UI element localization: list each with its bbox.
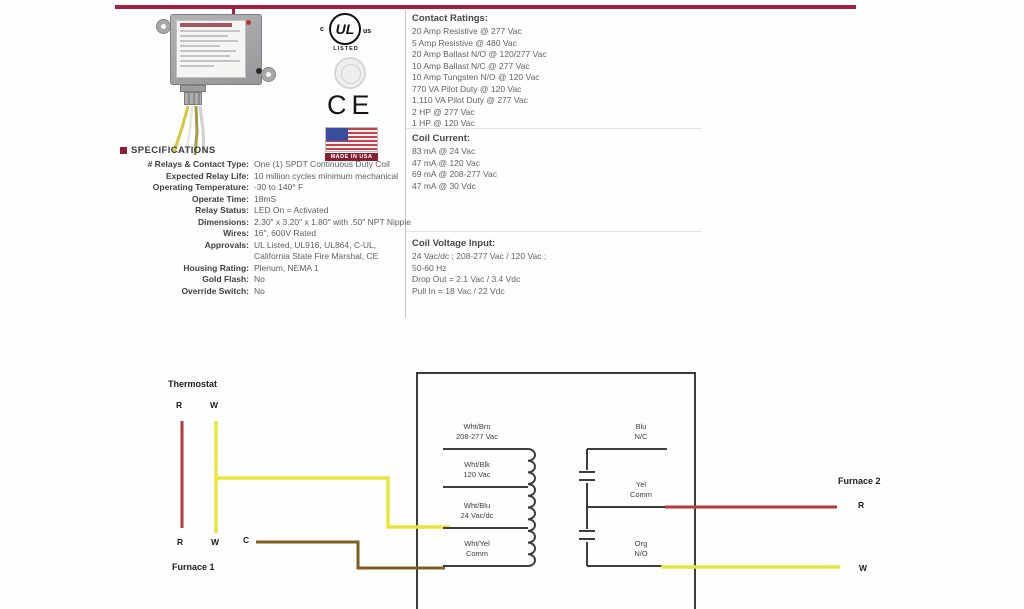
coil-voltage-input-title: Coil Voltage Input:	[412, 238, 496, 249]
furnace2-label: Furnace 2	[838, 476, 881, 486]
relay-input-label: Wht/Brn 208-277 Vac	[456, 422, 498, 441]
relay-input-label: Wht/Blk 120 Vac	[463, 460, 491, 479]
coil-voltage-item: 24 Vac/dc ; 208-277 Vac / 120 Vac ;	[412, 251, 547, 261]
coil-voltage-item: Pull In = 18 Vac / 22 Vdc	[412, 285, 505, 296]
thermostat-terminal-r: R	[176, 400, 183, 410]
specifications-table	[118, 159, 418, 298]
spec-row: Approvals: UL Listed, UL916, UL864, C-UL,	[204, 239, 377, 250]
contact-ratings-title: Contact Ratings:	[412, 13, 488, 24]
spec-row: Wires: 16", 600V Rated	[223, 228, 317, 239]
spec-row: Override Switch: No	[181, 286, 265, 297]
thermostat-terminal-w: W	[210, 400, 219, 410]
specifications-header	[120, 145, 216, 156]
coil-current-item: 47 mA @ 120 Vac	[412, 157, 481, 168]
contact-rating-item: 5 Amp Resistive @ 480 Vac	[412, 37, 517, 48]
spec-row: Dimensions: 2.30" x 3.20" x 1.80" with .50" NPT Nipple	[197, 216, 411, 227]
relay-output-label: Org N/O	[634, 539, 648, 558]
contact-ratings-section	[412, 13, 547, 130]
yellow-branch-wire	[216, 478, 450, 527]
product-photo	[148, 10, 288, 160]
thermostat-label: Thermostat	[168, 379, 218, 389]
spec-row: Relay Status: LED On = Activated	[195, 205, 329, 216]
contact-rating-item: 10 Amp Tungsten N/O @ 120 Vac	[412, 72, 540, 82]
ul-listed-label: LISTED	[333, 46, 359, 52]
relay-output-label: Yel Comm	[629, 480, 653, 499]
coil-current-item: 83 mA @ 24 Vac	[412, 146, 476, 156]
furnace1-terminal-r: R	[177, 537, 184, 547]
coil-voltage-input-section	[412, 238, 546, 297]
relay-input-label: Wht/Yel Comm	[464, 539, 490, 558]
fire-marshal-seal-icon	[334, 57, 366, 89]
spec-row: Expected Relay Life: 10 million cycles minimum mechanical	[165, 170, 399, 181]
contact-rating-item: 1,110 VA Pilot Duty @ 277 Vac	[412, 95, 528, 105]
us-flag-icon	[325, 127, 378, 152]
furnace2-terminal-r: R	[858, 500, 865, 510]
furnace1-label: Furnace 1	[172, 562, 215, 572]
spec-row: Operating Temperature: -30 to 140° F	[152, 182, 304, 193]
contact-rating-item: 2 HP @ 277 Vac	[412, 106, 475, 117]
spec-row: Housing Rating: Plenum, NEMA 1	[183, 262, 319, 273]
relay-output-label: Blu N/C	[634, 422, 648, 441]
furnace1-terminal-c: C	[243, 535, 250, 545]
red-square-bullet-icon	[120, 147, 127, 154]
contact-rating-item: 10 Amp Ballast N/C @ 277 Vac	[412, 60, 530, 71]
furnace2-terminal-w: W	[859, 563, 868, 573]
contact-rating-item: 1 HP @ 120 Vac	[412, 118, 475, 128]
coil-voltage-item: 50-60 Hz	[412, 262, 447, 273]
relay-wires-icon	[148, 10, 288, 160]
ce-mark: CE	[327, 90, 375, 120]
contact-rating-item: 770 VA Pilot Duty @ 120 Vac	[412, 83, 522, 94]
relay-input-label: Wht/Blu 24 Vac/dc	[460, 501, 494, 520]
ul-us-mark: us	[363, 28, 372, 35]
coil-symbol-icon	[528, 449, 535, 566]
furnace1-terminal-w: W	[211, 537, 220, 547]
top-rule	[115, 5, 856, 9]
made-in-usa-banner: MADE IN USA	[325, 153, 378, 161]
spec-row: Gold Flash: No	[202, 274, 265, 285]
coil-current-item: 69 mA @ 208-277 Vac	[412, 169, 498, 179]
furnace1-common-brown-wire	[256, 542, 445, 568]
flag-canton	[326, 128, 348, 141]
spec-row: California State Fire Marshal, CE	[254, 251, 379, 262]
spec-row: Operate Time: 18mS	[191, 193, 277, 204]
coil-current-item: 47 mA @ 30 Vdc	[412, 180, 476, 191]
specifications-title: SPECIFICATIONS	[131, 145, 216, 156]
coil-current-section	[412, 133, 497, 192]
ul-logo-icon: UL	[329, 13, 361, 45]
spec-row: # Relays & Contact Type: One (1) SPDT Continuous Duty Coil	[147, 159, 390, 169]
ul-c-mark: c	[320, 26, 324, 33]
section-divider	[406, 231, 702, 232]
contact-rating-item: 20 Amp Resistive @ 277 Vac	[412, 26, 522, 36]
coil-voltage-item: Drop Out = 2.1 Vac / 3.4 Vdc	[412, 274, 521, 284]
coil-current-title: Coil Current:	[412, 133, 471, 144]
contact-rating-item: 20 Amp Ballast N/O @ 120/277 Vac	[412, 49, 547, 59]
